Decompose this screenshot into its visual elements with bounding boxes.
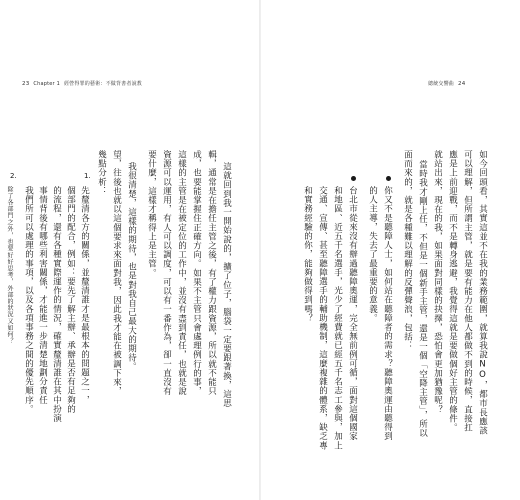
item-1-number: 1.: [84, 172, 91, 180]
left-p1-line-3: 成，也要能掌握住正確方向。如果不主管只會處理例行的事，: [191, 150, 202, 396]
right-p1-line-5: 當時我才剛上任，不但是一個新手主管，還是一個「空降主管」，所以: [417, 160, 428, 438]
item-1-line-1: 先釐清各方的關係，並釐清誰才是最根本的問題之一，: [79, 186, 90, 405]
chapter-label: Chapter 1: [33, 80, 60, 87]
right-page-header: [428, 80, 465, 87]
bullet-2-line-2: 和地區、近五千名選手，光少了經費就已經五千名志工參與，加上: [332, 186, 343, 450]
left-p1-line-1: 這就回到我一開始說的，擴了位子，腦袋一定要跟著換，這思: [221, 162, 232, 408]
left-page-number: 23: [22, 80, 30, 87]
bullet-1-line-2: 的人主導，失去了最重要的意義。: [367, 186, 378, 323]
left-p1-line-4: 這樣的主管是在被定位的工作中，並沒有盡到責任，也就是說: [176, 150, 187, 396]
left-p1-line-5: 資源可以運用，有人可以調度，可以有一番作為，卻一直沒有: [161, 150, 172, 396]
right-p1-line-3: 應是上前迎戰，而不是轉身逃避，我覺得這就是要做個好主管的條件。: [447, 150, 458, 433]
right-p1-line-4: 就站出來，現在的我，如果面對同樣的抉擇，恐怕會更加猶豫呢？: [432, 150, 443, 414]
item-2-line-1: 除了各部門之外，也要好好思考，外部的狀況又如何？: [6, 186, 13, 345]
left-p1-line-2: 輯，通常是在擔任主管之後，有了權力跟資源，所以就不能只: [206, 150, 217, 396]
chapter-title: 經營得罪的藝術：不做背書者說教: [63, 81, 142, 87]
bullet-2-line-3: 交通、宣傳、甚至聽障選手的輔助機制，這麼複雜的體系，缺乏專: [317, 186, 328, 450]
bullet-1-line-1: 你又不是聽障人士，如何站在聽障者的需求？聽障奧運由聽得到: [382, 186, 393, 441]
right-p1-line-2: 可以理解，但所謂主管，就是要有能力在他人都做不到的時候，直接扛: [462, 150, 473, 433]
item-1-line-5: 我們所可以處理的事項，以及各項事務之間的優先順序。: [23, 186, 34, 414]
right-page: [260, 0, 520, 500]
right-p1-line-6: 面而來的，就是各種難以理解的反彈聲浪，包括：: [402, 150, 413, 351]
item-1-line-3: 的流程，還有各種實際運作的情況，確實釐清誰在其中扮演: [51, 186, 62, 423]
left-p2-line-1: 我很清楚，這樣的期待，也是對我自己最大的期待。: [126, 162, 137, 372]
left-page-header: [22, 80, 142, 87]
section-label: 總統交響曲: [428, 81, 455, 87]
bullet-2-line-4: 和實務經驗的你，能夠做得到嗎？: [302, 186, 313, 323]
right-page-number: 24: [458, 80, 466, 87]
item-1-line-2: 個部門的配合，例如：要先了解主辦、承辦是否有足夠的: [65, 186, 76, 414]
left-p2-line-3: 幾點分析：: [96, 150, 107, 196]
left-p2-line-2: 望，往後也就以這個要求來面對我，因此我才能在被調下來，: [111, 150, 122, 396]
bullet-dot-1: [386, 176, 391, 181]
bullet-dot-2: [351, 176, 356, 181]
left-p1-line-6: 要什麼，這樣才稱得上是主管。: [146, 150, 157, 278]
item-2-number: 2.: [10, 172, 17, 180]
bullet-2-line-1: 台北市從來沒有辦過聽障奧運，完全無前例可循，面對這個國家: [347, 186, 358, 441]
item-1-line-4: 事情背後有哪些利害關係，才能進一步清楚地劃分責任: [37, 186, 48, 405]
right-p1-line-1: 如今回頭看，其實這並不在我的業務範圍，就算我說NO，都市長應該: [477, 150, 488, 436]
